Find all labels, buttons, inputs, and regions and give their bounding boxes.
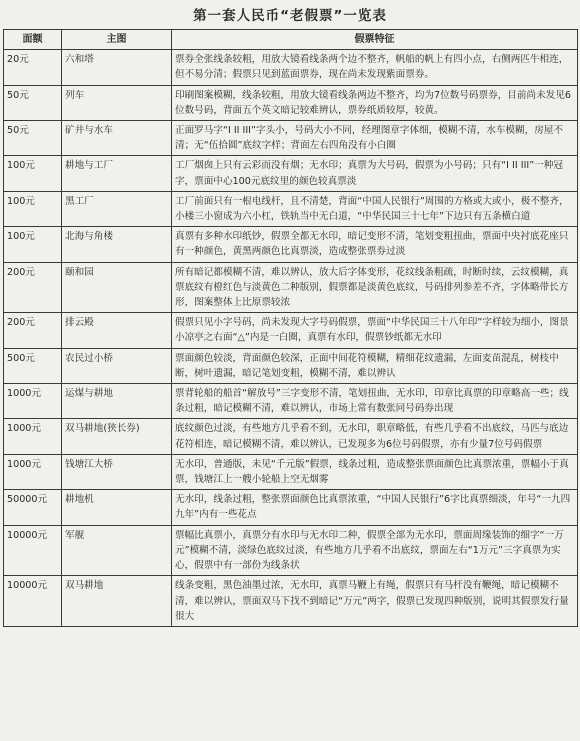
header-image: 主图 (62, 30, 172, 50)
table-row (4, 262, 578, 313)
cell-main-image: 军舰 (62, 525, 172, 576)
cell-features: 无水印，普通版，未见“千元版”假票，线条过粗，造成整张票面颜色比真票浓重，票幅小于真票，钱塘江上一艘小轮船上空无烟雾 (172, 454, 578, 489)
table-row (4, 156, 578, 191)
table-row (4, 454, 578, 489)
cell-value: 200元 (4, 262, 62, 313)
cell-features: 印刷图案模糊，线条较粗，用放大镜看线条两边不整齐，均为7位数号码票券，目前尚未发见6位数号码，背面五个英文暗记较难辨认，票券纸质较厚，较黄。 (172, 85, 578, 120)
cell-features: 票幅比真票小，真票分有水印与无水印二种，假票全部为无水印，票面周缘装饰的细字“一万元”模糊不清，淡绿色底纹过淡，有些地方几乎看不出底纹，票面左右“1万元”三字真票为实心，假票中有一部份为线条状 (172, 525, 578, 576)
cell-features: 工厂前面只有一根电线杆，且不清楚，背面“中国人民银行”周围的方格或大或小，极不整齐，小楼三小窗成为六小杠，铁轨当中无白道，“中华民国三十七年”下边只有五条横白道 (172, 191, 578, 226)
cell-main-image: 排云殿 (62, 313, 172, 348)
cell-main-image: 运煤与耕地 (62, 384, 172, 419)
cell-value: 10000元 (4, 576, 62, 627)
cell-features: 假票只见小字号码，尚未发现大字号码假票，票面“中华民国三十八年印”字样较为细小，图景小凉亭之右面“△”内是一白圈，真票有水印，假票钞纸都无水印 (172, 313, 578, 348)
cell-main-image: 耕地机 (62, 490, 172, 525)
table-row (4, 348, 578, 383)
cell-main-image: 列车 (62, 85, 172, 120)
cell-value: 1000元 (4, 384, 62, 419)
cell-value: 1000元 (4, 454, 62, 489)
cell-value: 50元 (4, 121, 62, 156)
cell-main-image: 黑工厂 (62, 191, 172, 226)
table-row (4, 121, 578, 156)
table-row (4, 313, 578, 348)
cell-main-image: 钱塘江大桥 (62, 454, 172, 489)
cell-features: 票面颜色较淡，背面颜色较深，正面中间花符模糊，精细花纹遗漏，左面麦苗混乱，树枝中断，树叶遗漏，暗记笔划变粗，模糊不清，难以辨认 (172, 348, 578, 383)
cell-features: 票背轮船的船首“解放号”三字变形不清，笔划扭曲，无水印，印章比真票的印章略高一些；线条过粗，暗记模糊不清，难以辨认，市场上常有数张同号码券出现 (172, 384, 578, 419)
table-title: 第一套人民币“老假票”一览表 (193, 8, 387, 24)
table-row (4, 525, 578, 576)
cell-main-image: 双马耕地(狭长券) (62, 419, 172, 454)
table-row (4, 490, 578, 525)
cell-features: 工厂烟囱上只有云彩而没有烟；无水印；真票为大号码，假票为小号码；只有“I II III”一种冠字，票面中心100元底纹里的颜色较真票淡 (172, 156, 578, 191)
table-row (4, 227, 578, 262)
cell-features: 线条变粗，黑色油墨过浓，无水印，真票马鞭上有绳，假票只有马杆没有鞭绳，暗记模糊不清，难以辨认，票面双马下找不到暗记“万元”两字，假票已发现四种版别，说明其假票发行量很大 (172, 576, 578, 627)
cell-features: 正面罗马字“I II III”字头小，号码大小不同，经理图章字体细，模糊不清，水车模糊，房屋不清；无“伍拾圆”底纹字样；背面左右四角没有小白圈 (172, 121, 578, 156)
table-row (4, 191, 578, 226)
cell-value: 10000元 (4, 525, 62, 576)
cell-features: 所有暗记都模糊不清，难以辨认，放大后字体变形，花纹线条粗疏，时断时续，云纹模糊，真票底纹有橙红色与淡黄色二种版别，假票都是淡黄色底纹，号码排列参差不齐，字体略带长方形，图案整体上比原票较浓 (172, 262, 578, 313)
cell-value: 50000元 (4, 490, 62, 525)
header-features: 假票特征 (172, 30, 578, 50)
table-row (4, 419, 578, 454)
header-row (4, 30, 578, 50)
cell-value: 500元 (4, 348, 62, 383)
table-row (4, 384, 578, 419)
cell-value: 200元 (4, 313, 62, 348)
cell-main-image: 矿井与水车 (62, 121, 172, 156)
cell-value: 100元 (4, 227, 62, 262)
cell-value: 100元 (4, 156, 62, 191)
cell-main-image: 耕地与工厂 (62, 156, 172, 191)
table-row (4, 576, 578, 627)
cell-value: 20元 (4, 50, 62, 85)
cell-value: 50元 (4, 85, 62, 120)
table-row (4, 50, 578, 85)
cell-value: 100元 (4, 191, 62, 226)
table-row (4, 85, 578, 120)
cell-features: 票券全张线条较粗，用放大镜看线条两个边不整齐，帆船的帆上有四小点，右侧两匹牛相连，但不易分清；假票只见到蓝面票券，现在尚未发现紫面票券。 (172, 50, 578, 85)
cell-main-image: 颐和园 (62, 262, 172, 313)
cell-main-image: 六和塔 (62, 50, 172, 85)
cell-main-image: 北海与角楼 (62, 227, 172, 262)
cell-main-image: 双马耕地 (62, 576, 172, 627)
cell-value: 1000元 (4, 419, 62, 454)
cell-features: 无水印，线条过粗，整张票面颜色比真票浓重，“中国人民银行”6字比真票细淡，年号“一九四九年”内有一些花点 (172, 490, 578, 525)
cell-features: 真票有多种水印纸钞，假票全都无水印，暗记变形不清，笔划变粗扭曲，票面中央衬底花座只有一种颜色，黄黑两颜色比真票淡，造成整张票券过淡 (172, 227, 578, 262)
cell-main-image: 农民过小桥 (62, 348, 172, 383)
cell-features: 底纹颜色过淡，有些地方几乎看不到，无水印，职章略低，有些几乎看不出底纹，马匹与底边花符相连，暗记模糊不清，难以辨认，已发现多为6位号码假票，亦有少量7位号码假票 (172, 419, 578, 454)
counterfeit-table (3, 29, 578, 627)
header-value: 面额 (4, 30, 62, 50)
